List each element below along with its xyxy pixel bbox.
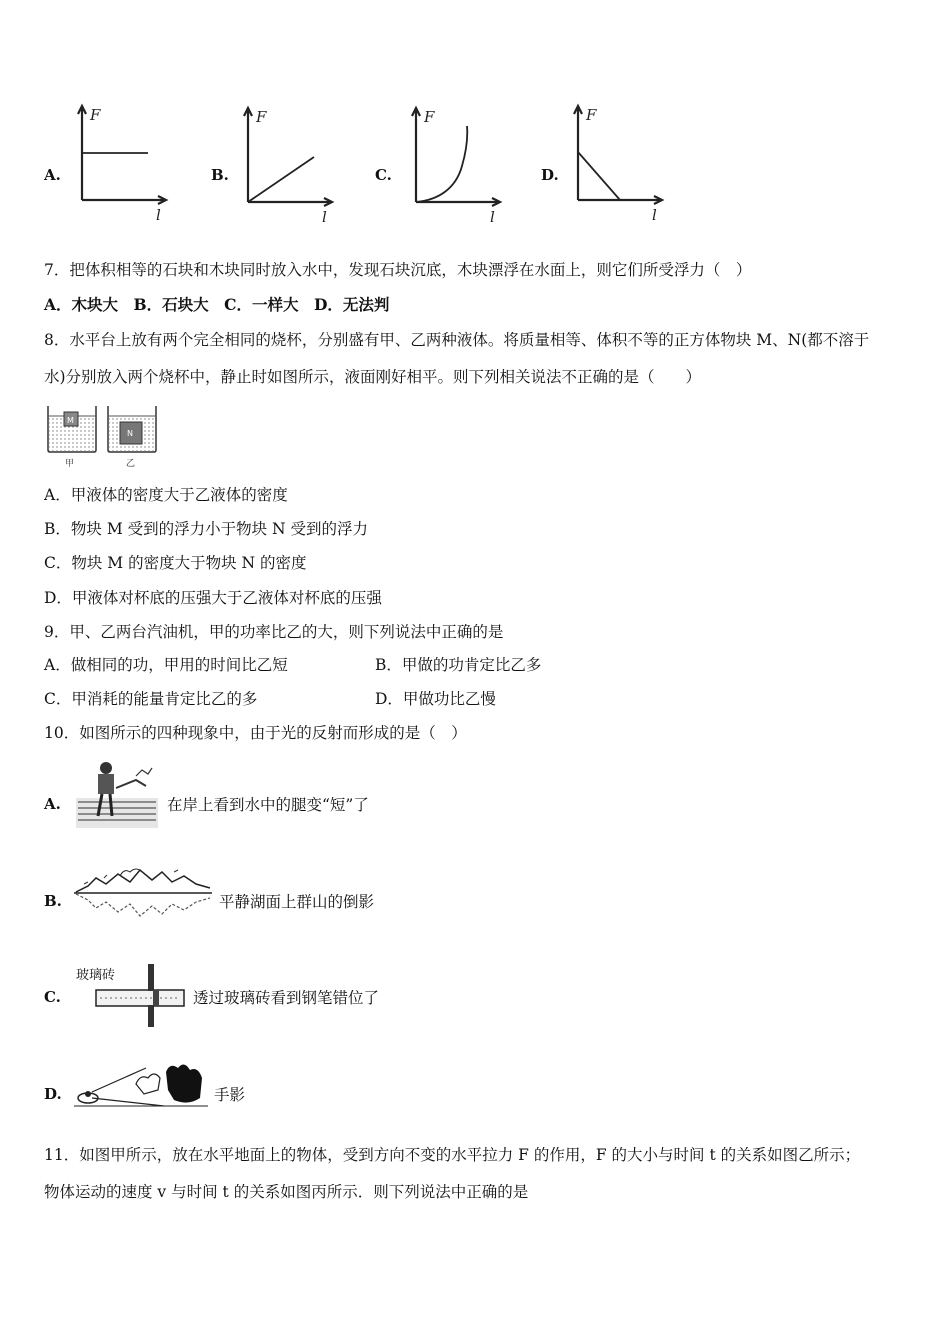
q7-options: A．木块大 B．石块大 C．一样大 D．无法判	[44, 295, 390, 314]
glass-brick-label: 玻璃砖	[76, 968, 116, 983]
q7-stem: 7．把体积相等的石块和木块同时放入水中，发现石块沉底，木块漂浮在水面上，则它们所受浮力（ ）	[44, 261, 752, 279]
q10-option-d-label: D.	[44, 1085, 62, 1103]
graph-a-x-label: l	[156, 206, 161, 224]
graph-b-y-label: F	[256, 108, 267, 126]
graph-a-y-label: F	[90, 106, 101, 124]
q8-beakers-figure	[44, 402, 164, 470]
graph-d-label: D.	[541, 166, 559, 184]
q10-option-a-text: 在岸上看到水中的腿变“短”了	[167, 796, 369, 814]
graph-c-y-label: F	[424, 108, 435, 126]
q8-option-b: B．物块 M 受到的浮力小于物块 N 受到的浮力	[44, 520, 369, 538]
graph-b	[236, 100, 336, 225]
graph-a	[70, 100, 170, 225]
q9-option-a: A．做相同的功，甲用的时间比乙短	[44, 656, 288, 674]
q10-figure-c-glass-brick	[76, 958, 188, 1030]
q8-stem-line1: 8．水平台上放有两个完全相同的烧杯，分别盛有甲、乙两种液体。将质量相等、体积不等的正方体物块 M、N(都不溶于	[44, 331, 870, 349]
q9-option-d: D．甲做功比乙慢	[375, 690, 496, 708]
q10-figure-d-hand-shadow	[74, 1060, 208, 1110]
q10-option-a-label: A.	[44, 795, 61, 813]
q9-option-b: B．甲做的功肯定比乙多	[375, 656, 542, 674]
q8-stem-line2: 水)分别放入两个烧杯中，静止时如图所示，液面刚好相平。则下列相关说法不正确的是（ ）	[44, 368, 702, 386]
q10-option-b-label: B.	[44, 892, 62, 910]
graph-d	[566, 100, 666, 225]
q8-option-d: D．甲液体对杯底的压强大于乙液体对杯底的压强	[44, 589, 382, 607]
graph-c-x-label: l	[490, 208, 495, 226]
q10-option-c-text: 透过玻璃砖看到钢笔错位了	[193, 989, 380, 1007]
q11-stem-line1: 11．如图甲所示，放在水平地面上的物体，受到方向不变的水平拉力 F 的作用，F 的大小与时间 t 的关系如图乙所示；	[44, 1146, 861, 1164]
graph-c-label: C.	[375, 166, 392, 184]
q10-option-c-label: C.	[44, 988, 61, 1006]
q11-stem-line2: 物体运动的速度 v 与时间 t 的关系如图丙所示．则下列说法中正确的是	[44, 1183, 529, 1201]
q9-stem: 9．甲、乙两台汽油机，甲的功率比乙的大，则下列说法中正确的是	[44, 623, 504, 641]
q10-figure-b-mountain-reflection	[74, 866, 212, 918]
graph-c	[404, 100, 504, 225]
q10-stem: 10．如图所示的四种现象中，由于光的反射而形成的是（ ）	[44, 724, 467, 742]
graph-d-y-label: F	[586, 106, 597, 124]
block-n-label: N	[127, 429, 133, 438]
graph-a-label: A.	[44, 166, 61, 184]
q8-option-c: C．物块 M 的密度大于物块 N 的密度	[44, 554, 307, 572]
q10-option-b-text: 平静湖面上群山的倒影	[219, 893, 375, 911]
q9-option-c: C．甲消耗的能量肯定比乙的多	[44, 690, 258, 708]
graph-b-label: B.	[211, 166, 229, 184]
q10-option-d-text: 手影	[214, 1086, 246, 1104]
q10-figure-a-person-in-water	[76, 758, 158, 830]
graph-b-x-label: l	[322, 208, 327, 226]
q8-option-a: A．甲液体的密度大于乙液体的密度	[44, 486, 288, 504]
block-m-label: M	[67, 416, 74, 425]
beaker-yi-label: 乙	[126, 459, 136, 469]
beaker-jia-label: 甲	[65, 459, 75, 469]
graph-d-x-label: l	[652, 206, 657, 224]
